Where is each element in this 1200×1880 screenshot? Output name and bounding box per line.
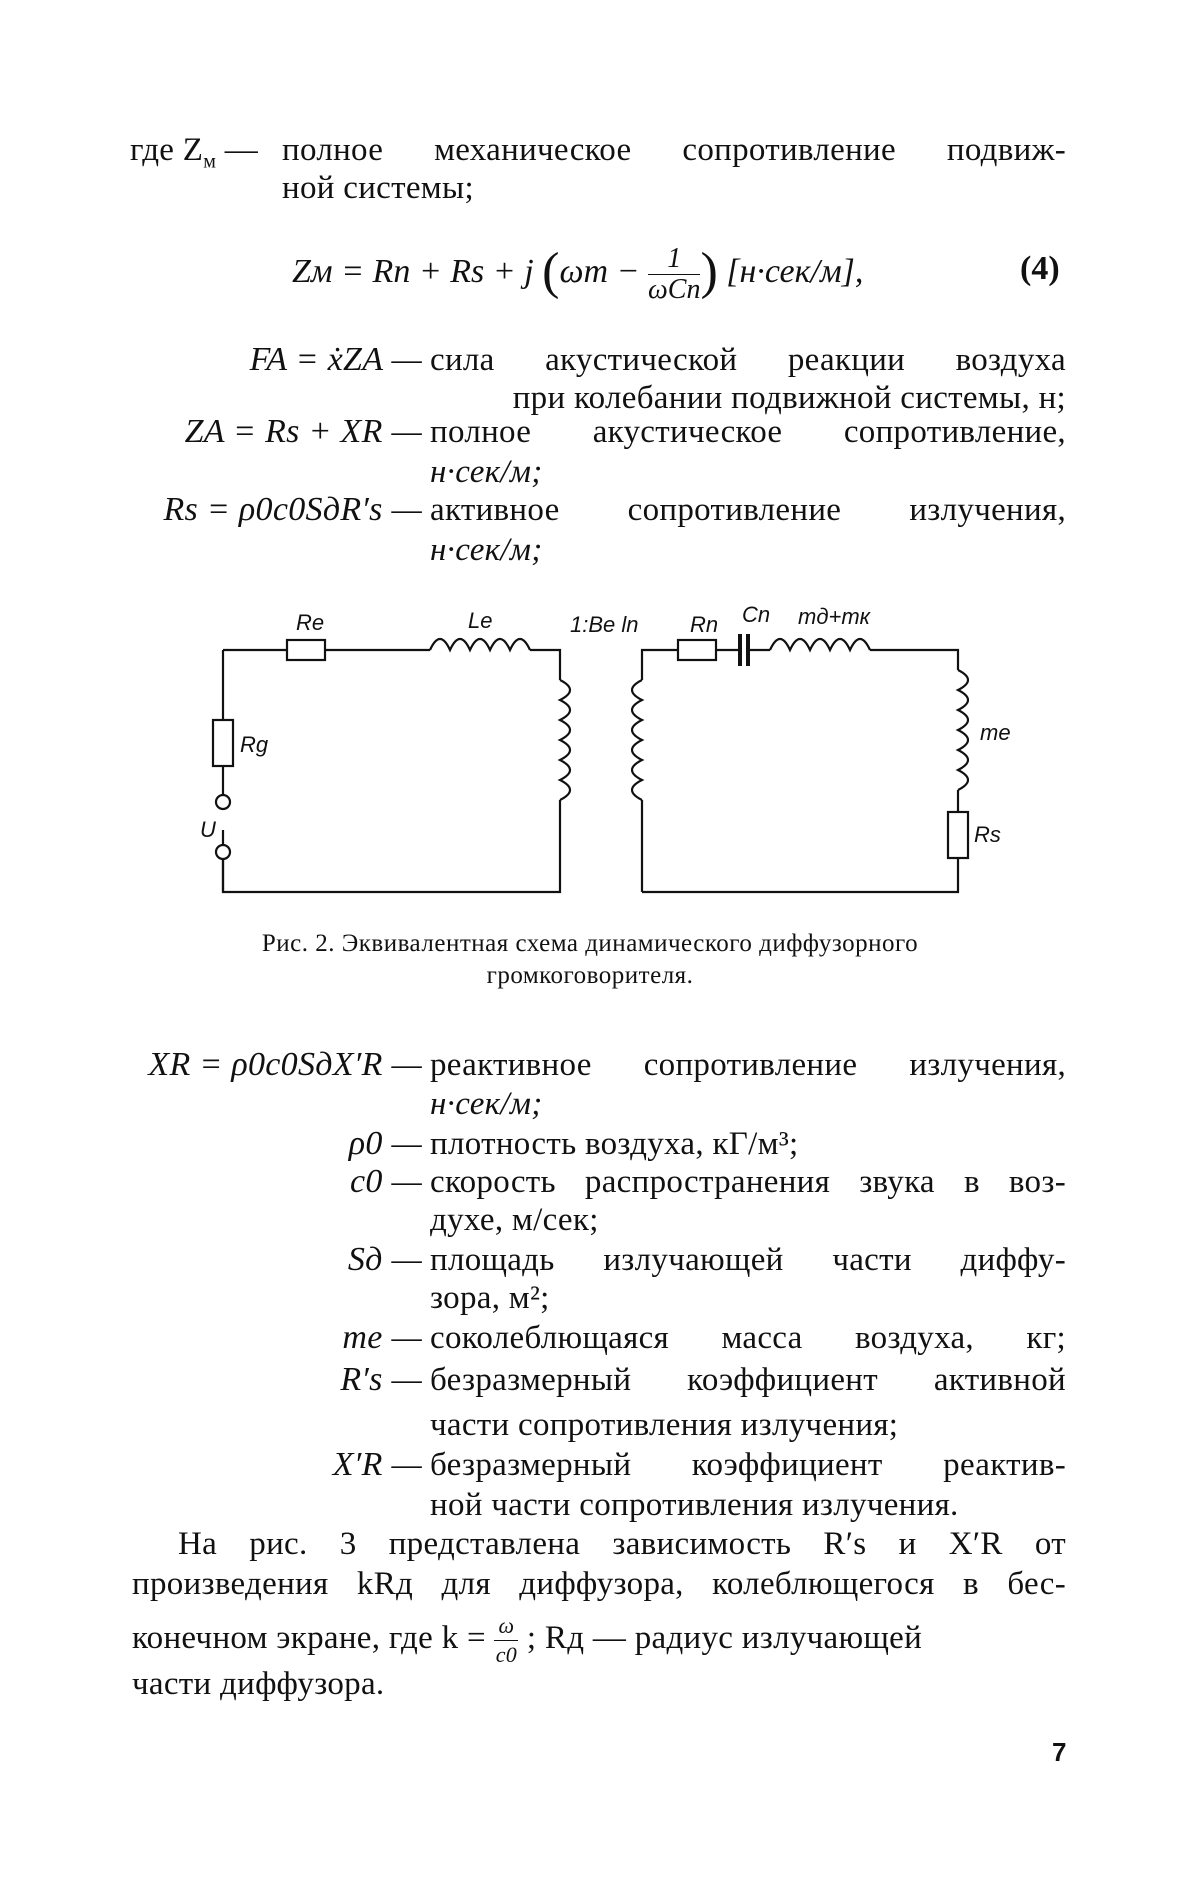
resistor-rs [948,812,968,858]
def-c0-symbol: c0 — [349,1163,422,1200]
def-me-symbol: me — [342,1319,422,1356]
def-rs-prime-symbol: R′s — [340,1361,422,1398]
def-xr-symbol: XR = ρ0c0SдX′R — [148,1046,422,1083]
def-za-symbol: ZA = Rs + XR — [184,413,422,450]
equation-4-om: ωm − [559,253,640,290]
label-me: me [980,720,1011,745]
def-rho-text-1: плотность воздуха, кГ/м³; [430,1126,799,1162]
label-ratio: 1:Be ln [570,612,639,637]
label-rg: Rg [240,732,269,757]
figure-caption-line-1: Рис. 2. Эквивалентная схема динамического диффузорного [261,930,919,957]
capacitor-cn [740,634,748,666]
transformer-secondary [632,680,642,800]
label-u: U [200,817,216,842]
def-me-text-1: соколеблющаяся масса воздуха, кг; [430,1320,1066,1356]
equation-4: Zм = Rп + Rs + j (ωm − 1 ωCп ) [н·сек/м], [292,242,864,305]
inductor-le [430,639,530,650]
def-rho-symbol: ρ0 — [348,1125,422,1162]
equation-4-fraction: 1 ωCп [648,242,701,305]
paragraph-line-3-a: конечном экране, где k = [132,1620,486,1657]
intro-label: где $Z_м$ [130,132,217,173]
def-fa-symbol: FA = ẋZA — [249,341,422,378]
def-xr-prime-text-1: безразмерный коэффициент реактив- [430,1447,1066,1483]
paragraph-line-3-b: ; Rд — радиус излучающей [526,1620,923,1657]
intro-line-1 [130,130,258,182]
label-rn: Rn [690,612,719,637]
equation-4-number: (4) [1020,250,1060,287]
terminal-top [216,795,230,809]
def-xr-prime-text-2: ной части сопротивления излучения. [430,1487,959,1523]
k-fraction: $\frac{\omega}{c0}$ [495,1613,518,1667]
def-rs-symbol: Rs = ρ0c0SдR′s — [163,491,422,528]
label-md-mk: mд+mк [798,604,871,629]
equation-4-lhs: Zм = Rп + Rs + j [292,253,534,290]
resistor-rg [213,720,233,766]
intro-dash: — [224,132,259,168]
paragraph-line-1: На рис. 3 представлена зависимость R′s и X′R от [178,1526,1066,1562]
terminal-bottom [216,845,230,859]
def-c0-text-2: духе, м/сек; [430,1202,599,1238]
def-sd-symbol: Sд — [347,1241,422,1278]
def-fa-text-1: сила акустической реакции воздуха [430,342,1066,378]
def-rs-prime-text-1: безразмерный коэффициент активной [430,1362,1066,1398]
label-le: Le [468,608,493,633]
def-za-text-1: полное акустическое сопротивление, [430,414,1066,450]
intro-desc-1: полное механическое сопротивление подвиж- [282,132,1066,168]
resistor-rn [678,640,716,660]
def-rs-text-2: н·сек/м; [430,532,543,568]
def-xr-prime-symbol: X′R — [332,1446,422,1483]
transformer-primary [560,680,570,800]
label-cn: Cn [742,602,771,627]
label-rs: Rs [974,822,1001,847]
label-re: Re [296,610,325,635]
inductor-me [958,670,968,790]
def-fa-text-2: при колебании подвижной системы, н; [512,380,1066,416]
def-rs-text-1: активное сопротивление излучения, [430,492,1066,528]
def-xr-text-2: н·сек/м; [430,1086,543,1122]
def-c0-text-1: скорость распространения звука в воз- [430,1164,1066,1200]
equivalent-circuit-diagram [190,590,1030,910]
def-xr-text-1: реактивное сопротивление излучения, [430,1047,1066,1083]
def-za-text-2: н·сек/м; [430,454,543,490]
def-sd-text-2: зора, м²; [430,1280,550,1316]
page-number: 7 [1052,1737,1067,1767]
def-sd-text-1: площадь излучающей части диффу- [430,1242,1066,1278]
intro-desc-2: ной системы; [282,170,474,206]
paragraph-line-4: части диффузора. [132,1666,385,1702]
paragraph-line-2: произведения kRд для диффузора, колеблющегося в бес- [132,1566,1066,1602]
paragraph-line-3 [132,1612,922,1669]
inductor-md-mk [770,639,870,650]
figure-caption-line-2: громкоговорителя. [486,962,694,989]
def-rs-prime-text-2: части сопротивления излучения; [430,1407,899,1443]
equation-4-units: [н·сек/м], [726,253,864,290]
resistor-re [287,640,325,660]
